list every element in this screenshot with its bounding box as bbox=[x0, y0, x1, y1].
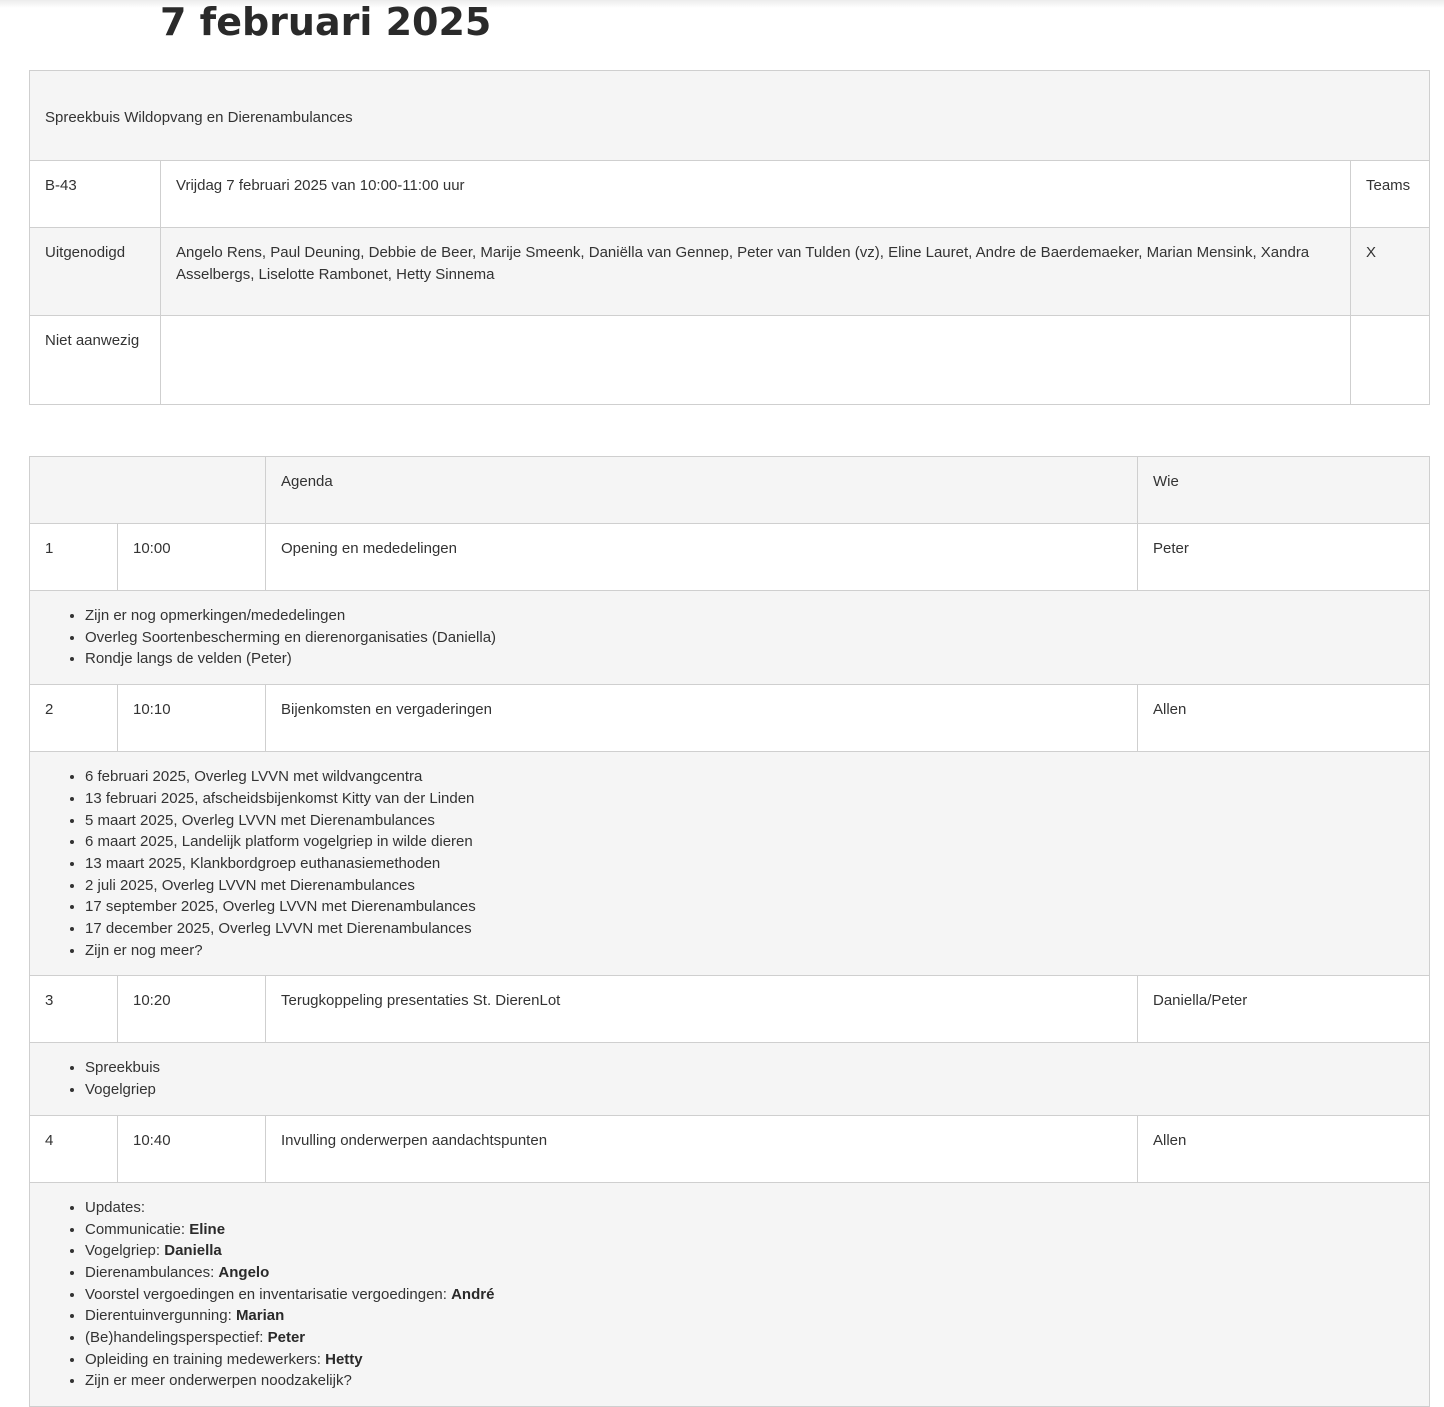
list-item: • 17 december 2025, Overleg LVVN met Dierenambulances bbox=[85, 918, 1414, 940]
agenda-item-owner: Peter bbox=[1138, 524, 1430, 591]
agenda-item-details-row bbox=[30, 1182, 1430, 1406]
assignment-item bbox=[85, 1284, 1414, 1306]
closing-question: • Zijn er meer onderwerpen noodzakelijk? bbox=[85, 1370, 1414, 1392]
list-item: • 6 maart 2025, Landelijk platform vogelgriep in wilde dieren bbox=[85, 831, 1414, 853]
assignment-topic: Communicatie: bbox=[85, 1220, 190, 1238]
agenda-item-details-row bbox=[30, 591, 1430, 685]
assignment-owner: Eline bbox=[189, 1220, 226, 1238]
list-item: • 2 juli 2025, Overleg LVVN met Dierenambulances bbox=[85, 875, 1414, 897]
assignment-topic: Vogelgriep: bbox=[85, 1242, 165, 1260]
agenda-item-topic: Invulling onderwerpen aandachtspunten bbox=[266, 1115, 1138, 1182]
list-item: • Overleg Soortenbescherming en dierenorganisaties (Daniella) bbox=[85, 627, 1414, 649]
invited-names: Angelo Rens, Paul Deuning, Debbie de Beer, Marije Smeenk, Daniëlla van Gennep, Peter van Tulden (vz), Eline Lauret, Andre de Baerdemaeker, Marian Mensink, Xandra Asselbergs, Liselotte Rambonet, Hetty Sinnema bbox=[161, 228, 1351, 316]
agenda-item-number: 1 bbox=[30, 524, 118, 591]
page-title: 7 februari 2025 bbox=[160, 0, 492, 44]
meeting-heading: Spreekbuis Wildopvang en Dierenambulances bbox=[30, 71, 1430, 161]
agenda-item-number: 2 bbox=[30, 685, 118, 752]
invited-label: Uitgenodigd bbox=[30, 228, 161, 316]
agenda-item-owner: Allen bbox=[1138, 1115, 1430, 1182]
agenda-item-row bbox=[30, 685, 1430, 752]
agenda-item-number: 3 bbox=[30, 976, 118, 1043]
meeting-heading-row bbox=[30, 71, 1430, 161]
agenda-item-row bbox=[30, 1115, 1430, 1182]
meeting-datetime: Vrijdag 7 februari 2025 van 10:00-11:00 uur bbox=[161, 161, 1351, 228]
agenda-table bbox=[29, 456, 1430, 1407]
assignment-owner: Hetty bbox=[325, 1350, 363, 1368]
assignment-item bbox=[85, 1327, 1414, 1349]
assignment-item bbox=[85, 1349, 1414, 1371]
assignment-item bbox=[85, 1305, 1414, 1327]
absent-row bbox=[30, 316, 1430, 405]
list-item: • Zijn er nog opmerkingen/mededelingen bbox=[85, 605, 1414, 627]
meeting-location: Teams bbox=[1351, 161, 1430, 228]
agenda-item-time: 10:00 bbox=[118, 524, 266, 591]
list-item: • Spreekbuis bbox=[85, 1057, 1414, 1079]
absent-label: Niet aanwezig bbox=[30, 316, 161, 405]
invited-row bbox=[30, 228, 1430, 316]
assignment-item bbox=[85, 1262, 1414, 1284]
who-header-label: Wie bbox=[1138, 457, 1430, 524]
agenda-item-row bbox=[30, 976, 1430, 1043]
assignment-topic: Dierentuinvergunning: bbox=[85, 1307, 236, 1325]
assignment-topic: Voorstel vergoedingen en inventarisatie vergoedingen: bbox=[85, 1285, 452, 1303]
agenda-header-label: Agenda bbox=[266, 457, 1138, 524]
list-item: • 13 februari 2025, afscheidsbijenkomst Kitty van der Linden bbox=[85, 788, 1414, 810]
agenda-item-owner: Daniella/Peter bbox=[1138, 976, 1430, 1043]
agenda-header-row bbox=[30, 457, 1430, 524]
agenda-item-number: 4 bbox=[30, 1115, 118, 1182]
agenda-item-topic: Terugkoppeling presentaties St. DierenLot bbox=[266, 976, 1138, 1043]
agenda-item-topic: Bijenkomsten en vergaderingen bbox=[266, 685, 1138, 752]
meeting-code: B-43 bbox=[30, 161, 161, 228]
agenda-item-time: 10:10 bbox=[118, 685, 266, 752]
agenda-item-details-row bbox=[30, 1043, 1430, 1115]
agenda-item-details bbox=[30, 1182, 1430, 1406]
assignment-item bbox=[85, 1240, 1414, 1262]
list-item: • Zijn er nog meer? bbox=[85, 940, 1414, 962]
absent-names bbox=[161, 316, 1351, 405]
list-item: • Vogelgriep bbox=[85, 1079, 1414, 1101]
absent-mark bbox=[1351, 316, 1430, 405]
agenda-item-details-row bbox=[30, 752, 1430, 976]
agenda-item-time: 10:40 bbox=[118, 1115, 266, 1182]
agenda-item-details bbox=[30, 752, 1430, 976]
agenda-item-row bbox=[30, 524, 1430, 591]
assignment-topic: (Be)handelingsperspectief: bbox=[85, 1329, 268, 1347]
assignment-topic: Dierenambulances: bbox=[85, 1263, 219, 1281]
assignment-owner: André bbox=[451, 1285, 495, 1303]
agenda-item-owner: Allen bbox=[1138, 685, 1430, 752]
agenda-item-topic: Opening en mededelingen bbox=[266, 524, 1138, 591]
assignment-owner: Angelo bbox=[218, 1263, 270, 1281]
assignment-owner: Daniella bbox=[164, 1242, 222, 1260]
assignment-owner: Peter bbox=[267, 1329, 306, 1347]
list-item: • 17 september 2025, Overleg LVVN met Dierenambulances bbox=[85, 896, 1414, 918]
assignment-topic: Opleiding en training medewerkers: bbox=[85, 1350, 326, 1368]
agenda-item-details bbox=[30, 591, 1430, 685]
agenda-item-time: 10:20 bbox=[118, 976, 266, 1043]
bullet-list bbox=[45, 1197, 1414, 1392]
bullet-list bbox=[45, 766, 1414, 961]
list-item: • 6 februari 2025, Overleg LVVN met wildvangcentra bbox=[85, 766, 1414, 788]
updates-label: • Updates: bbox=[85, 1197, 1414, 1219]
list-item: • Rondje langs de velden (Peter) bbox=[85, 648, 1414, 670]
list-item: • 5 maart 2025, Overleg LVVN met Dierenambulances bbox=[85, 810, 1414, 832]
agenda-header-blank bbox=[30, 457, 266, 524]
bullet-list bbox=[45, 1057, 1414, 1100]
assignment-item bbox=[85, 1219, 1414, 1241]
invited-mark: X bbox=[1351, 228, 1430, 316]
list-item: • 13 maart 2025, Klankbordgroep euthanasiemethoden bbox=[85, 853, 1414, 875]
meeting-info-table bbox=[29, 70, 1430, 405]
meeting-details-row bbox=[30, 161, 1430, 228]
assignment-owner: Marian bbox=[235, 1307, 285, 1325]
agenda-item-details bbox=[30, 1043, 1430, 1115]
bullet-list bbox=[45, 605, 1414, 670]
